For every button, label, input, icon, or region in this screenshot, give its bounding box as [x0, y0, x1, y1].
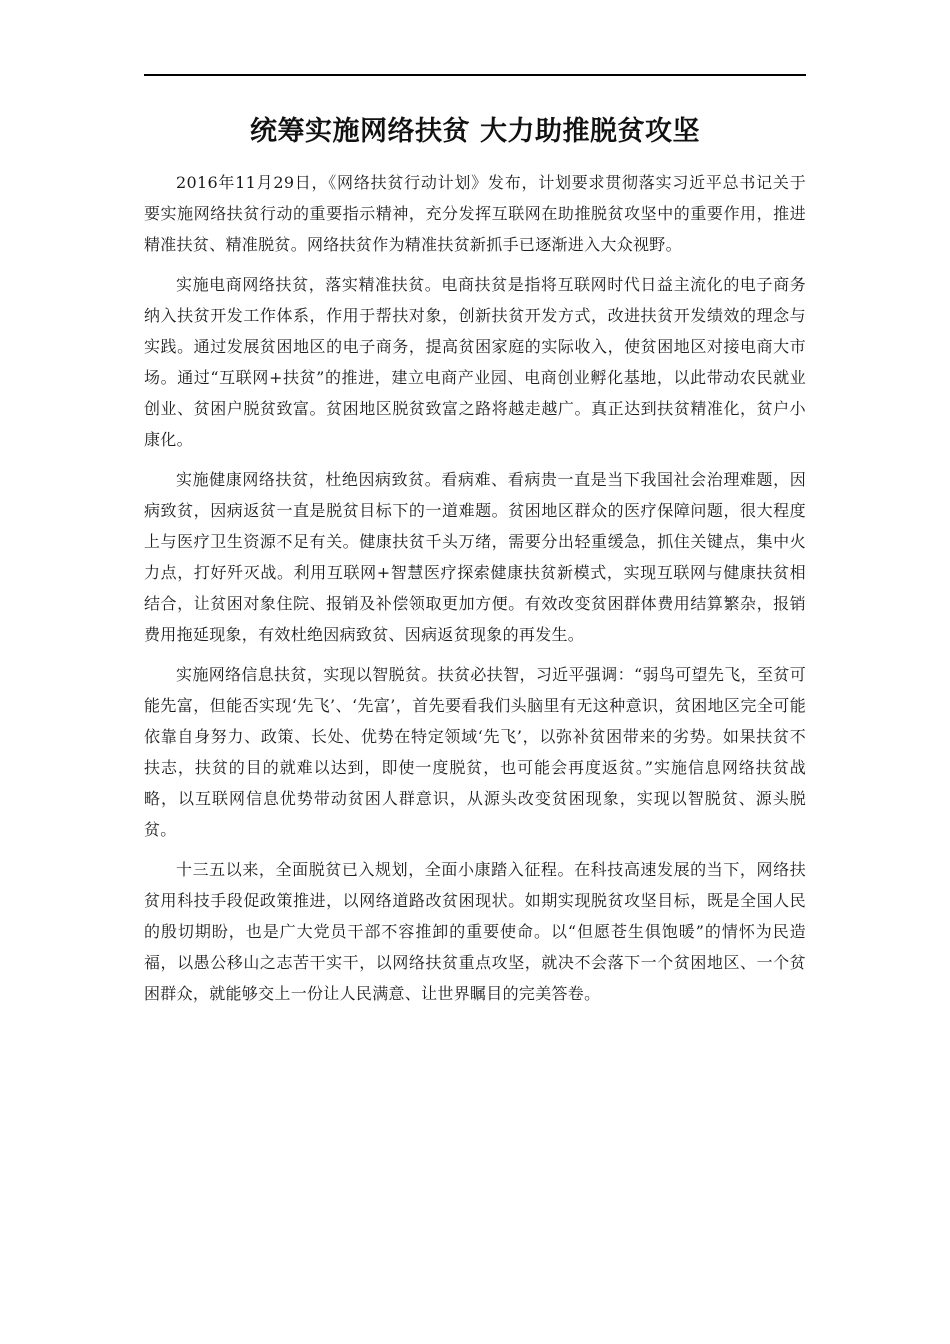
paragraph-intro: 2016年11月29日，《网络扶贫行动计划》发布，计划要求贯彻落实习近平总书记关于要实施网络扶贫行动的重要指示精神，充分发挥互联网在助推脱贫攻坚中的重要作用，推进精准扶贫、精准脱贫。网络扶贫作为精准扶贫新抓手已逐渐进入大众视野。: [144, 173, 806, 254]
paragraph-information: 实施网络信息扶贫，实现以智脱贫。扶贫必扶智，习近平强调：“弱鸟可望先飞，至贫可能先富，但能否实现‘先飞’、‘先富’，首先要看我们头脑里有无这种意识，贫困地区完全可能依靠自身努力、政策、长处、优势在特定领域‘先飞’，以弥补贫困带来的劣势。如果扶贫不扶志，扶贫的目的就难以达到，即使一度脱贫，也可能会再度返贫。”实施信息网络扶贫战略，以互联网信息优势带动贫困人群意识，从源头改变贫困现象，实现以智脱贫、源头脱贫。: [144, 665, 806, 839]
page-title: 统筹实施网络扶贫 大力助推脱贫攻坚: [250, 116, 700, 147]
paragraph-health: 实施健康网络扶贫，杜绝因病致贫。看病难、看病贵一直是当下我国社会治理难题，因病致贫，因病返贫一直是脱贫目标下的一道难题。贫困地区群众的医疗保障问题，很大程度上与医疗卫生资源不足有关。健康扶贫千头万绪，需要分出轻重缓急，抓住关键点，集中火力点，打好歼灭战。利用互联网+智慧医疗探索健康扶贫新模式，实现互联网与健康扶贫相结合，让贫困对象住院、报销及补偿领取更加方便。有效改变贫困群体费用结算繁杂，报销费用拖延现象，有效杜绝因病致贫、因病返贫现象的再发生。: [144, 470, 806, 644]
paragraph-ecommerce: 实施电商网络扶贫，落实精准扶贫。电商扶贫是指将互联网时代日益主流化的电子商务纳入扶贫开发工作体系，作用于帮扶对象，创新扶贫开发方式，改进扶贫开发绩效的理念与实践。通过发展贫困地区的电子商务，提高贫困家庭的实际收入，使贫困地区对接电商大市场。通过“互联网+扶贫”的推进，建立电商产业园、电商创业孵化基地，以此带动农民就业创业、贫困户脱贫致富。贫困地区脱贫致富之路将越走越广。真正达到扶贫精准化，贫户小康化。: [144, 275, 806, 449]
paragraph-conclusion: 十三五以来，全面脱贫已入规划，全面小康踏入征程。在科技高速发展的当下，网络扶贫用科技手段促政策推进，以网络道路改贫困现状。如期实现脱贫攻坚目标，既是全国人民的殷切期盼，也是广大党员干部不容推卸的重要使命。以“但愿苍生俱饱暖”的情怀为民造福，以愚公移山之志苦干实干，以网络扶贫重点攻坚，就决不会落下一个贫困地区、一个贫困群众，就能够交上一份让人民满意、让世界瞩目的完美答卷。: [144, 860, 806, 1003]
header-rule: [144, 74, 806, 76]
article-body: [144, 167, 806, 1018]
